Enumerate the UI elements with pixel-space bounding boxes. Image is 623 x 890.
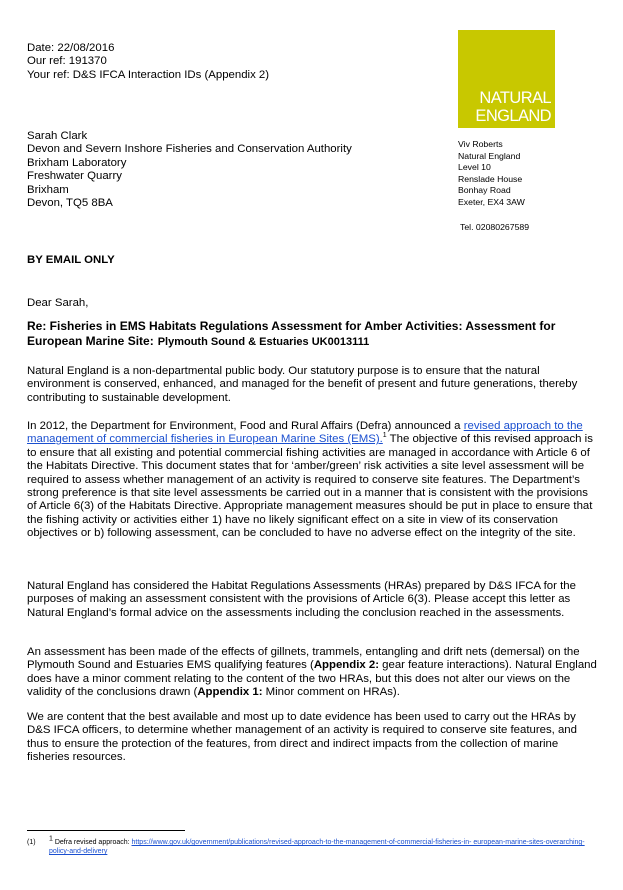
footnote-label: Defra revised approach: — [54, 839, 132, 846]
defra-approach-link[interactable]: revised approach to the management of commercial fisheries in European Marine Sites (EMS). — [27, 420, 583, 446]
footnote-ref: 1 — [382, 432, 387, 440]
logo-line-2: ENGLAND — [475, 107, 551, 125]
letter-meta — [27, 42, 269, 82]
recipient-line: Devon and Severn Inshore Fisheries and Conservation Authority — [27, 143, 352, 156]
footnote-sup: 1 — [49, 835, 53, 843]
letter-date: Date: 22/08/2016 — [27, 42, 115, 54]
paragraph-4-part-c: gear feature interactions). Natural England does have a minor comment relating to the content of the two HRAs, but this does not alter our views on the validity of the conclusions drawn ( — [27, 659, 597, 699]
sender-line: Viv Roberts — [458, 139, 503, 149]
footnote-divider — [27, 830, 185, 831]
natural-england-logo — [458, 30, 555, 128]
recipient-address — [27, 130, 352, 210]
subject-line — [27, 319, 597, 350]
footnote-number: (1) — [27, 839, 36, 846]
appendix-1-ref: Appendix 1: — [197, 686, 263, 699]
footnote-text — [49, 835, 589, 856]
appendix-2-ref: Appendix 2: — [313, 659, 380, 672]
sender-line: Exeter, EX4 3AW — [458, 196, 525, 207]
subject-text: Re: Fisheries in EMS Habitats Regulations Assessment for Amber Activities: Assessment for European Marine Site: — [27, 319, 556, 348]
paragraph-5: We are content that the best available and most up to date evidence has been used to carry out the HRAs by D&S IFCA officers, to determine whether management of an activity is required to conserve site features, and thus to ensure the protection of the features, from direct and indirect impacts from the collection of marine fisheries resources. — [27, 711, 577, 764]
sender-telephone: Tel. 02080267589 — [460, 222, 530, 232]
paragraph-2-start: In 2012, the Department for Environment, Food and Rural Affairs (Defra) announced a — [27, 420, 464, 432]
delivery-method: BY EMAIL ONLY — [27, 254, 115, 266]
logo-line-1: NATURAL — [479, 89, 551, 107]
paragraph-4 — [27, 646, 597, 700]
paragraph-2 — [27, 420, 597, 541]
salutation: Dear Sarah, — [27, 297, 89, 309]
sender-line: Renslade House — [458, 173, 523, 184]
your-ref: Your ref: D&S IFCA Interaction IDs (Appendix 2) — [27, 68, 270, 81]
sender-address — [458, 139, 525, 208]
footnote-url-link[interactable]: https://www.gov.uk/government/publications/revised-approach-to-the-management-of-commercial-fisheries-in- european-marine-sites-overarching-policy-and-delivery — [49, 839, 585, 855]
sender-line: Level 10 — [458, 162, 491, 172]
sender-line: Natural England — [458, 150, 521, 161]
paragraph-4-part-d: Minor comment on HRAs). — [262, 686, 400, 699]
sender-line: Bonhay Road — [458, 185, 511, 195]
paragraph-2-end: The objective of this revised approach is to ensure that all existing and potential commercial fishing activities are managed in accordance with Article 6 of the Habitats Directive. This document states that for ‘amber/green’ risk activities a site level assessment will be required to assess whether management of an activity is required to conserve site features. The Department’s strong preference is that site level assessments be carried out in a manner that is consistent with the provisions of Article 6(3) of the Habitats Directive. Appropriate management measures should be put in place to ensure that the fishing activity or activities either 1) have no likely significant effect on a site in view of its conservation objectives or b) following assessment, can be concluded to have no adverse effect on the integrity of the site. — [27, 433, 593, 540]
paragraph-4-part-a: An assessment has been made of the effects of gillnets, trammels, entangling and drift nets (demersal) on the Plymouth Sound and Estuaries EMS qualifying features ( — [27, 646, 580, 672]
recipient-line: Brixham Laboratory — [27, 156, 127, 169]
recipient-line: Sarah Clark — [27, 130, 88, 142]
recipient-line: Brixham — [27, 183, 69, 196]
paragraph-1: Natural England is a non-departmental public body. Our statutory purpose is to ensure that the natural environment is conserved, enhanced, and managed for the benefit of present and future generations, thereby contributing to sustainable development. — [27, 365, 578, 404]
recipient-line: Freshwater Quarry — [27, 170, 122, 183]
recipient-line: Devon, TQ5 8BA — [27, 197, 113, 210]
our-ref: Our ref: 191370 — [27, 55, 107, 68]
subject-site: Plymouth Sound & Estuaries UK0013111 — [157, 336, 370, 348]
paragraph-3: Natural England has considered the Habitat Regulations Assessments (HRAs) prepared by D&S IFCA for the purposes of making an assessment consistent with the provisions of Article 6(3). Please accept this letter as Natural England’s formal advice on the assessments including the conclusion reached in the assessments. — [27, 580, 576, 619]
